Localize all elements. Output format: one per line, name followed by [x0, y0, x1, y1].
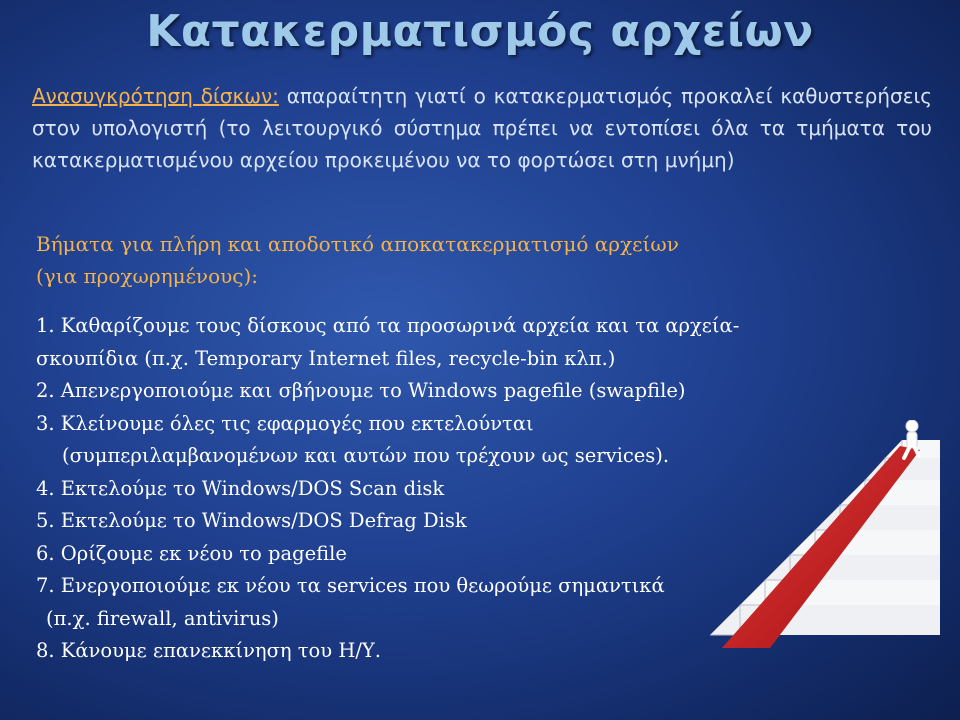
- step-7-line-1: 7. Ενεργοποιούμε εκ νέου τα services που θεωρούμε σημαντικά: [36, 574, 665, 597]
- step-6: 6. Ορίζουμε εκ νέου το pagefile: [36, 541, 347, 565]
- step-5: 5. Εκτελούμε το Windows/DOS Defrag Disk: [36, 509, 467, 532]
- steps-heading-line-1: Βήματα για πλήρη και αποδοτικό αποκατακερματισμό αρχείων: [36, 232, 679, 256]
- step-1-line-2: σκουπίδια (π.χ. Temporary Internet files, recycle-bin κλπ.): [36, 346, 616, 370]
- intro-paragraph: [32, 80, 932, 176]
- steps-list: [36, 310, 816, 668]
- steps-heading: [36, 228, 836, 292]
- step-4: 4. Εκτελούμε το Windows/DOS Scan disk: [36, 476, 445, 500]
- step-8: 8. Κάνουμε επανεκκίνηση του Η/Υ.: [36, 639, 381, 662]
- intro-term: Ανασυγκρότηση δίσκων:: [32, 84, 279, 108]
- step-7-line-2: (π.χ. firewall, antivirus): [46, 606, 279, 630]
- intro-text: απαραίτητη γιατί ο κατακερματισμός προκαλεί καθυστερήσεις στον υπολογιστή (το λειτουργικό σύστημα πρέπει να εντοπίσει όλα τα τμήματα του κατακερματισμένου αρχείου προκειμένου να το φορτώσει στη μνήμη): [32, 84, 933, 172]
- step-3-line-1: 3. Κλείνουμε όλες τις εφαρμογές που εκτελούνται: [36, 411, 534, 435]
- slide-title: Κατακερματισμός αρχείων: [146, 6, 814, 57]
- step-3-line-2: (συμπεριλαμβανομένων και αυτών που τρέχουν ως services).: [62, 444, 670, 467]
- steps-heading-line-2: (για προχωρημένους):: [36, 264, 259, 288]
- red-carpet-staircase-illustration: [700, 420, 950, 650]
- step-1-line-1: 1. Καθαρίζουμε τους δίσκους από τα προσωρινά αρχεία και τα αρχεία-: [36, 314, 740, 337]
- step-2: 2. Απενεργοποιούμε και σβήνουμε το Windows pagefile (swapfile): [36, 379, 686, 402]
